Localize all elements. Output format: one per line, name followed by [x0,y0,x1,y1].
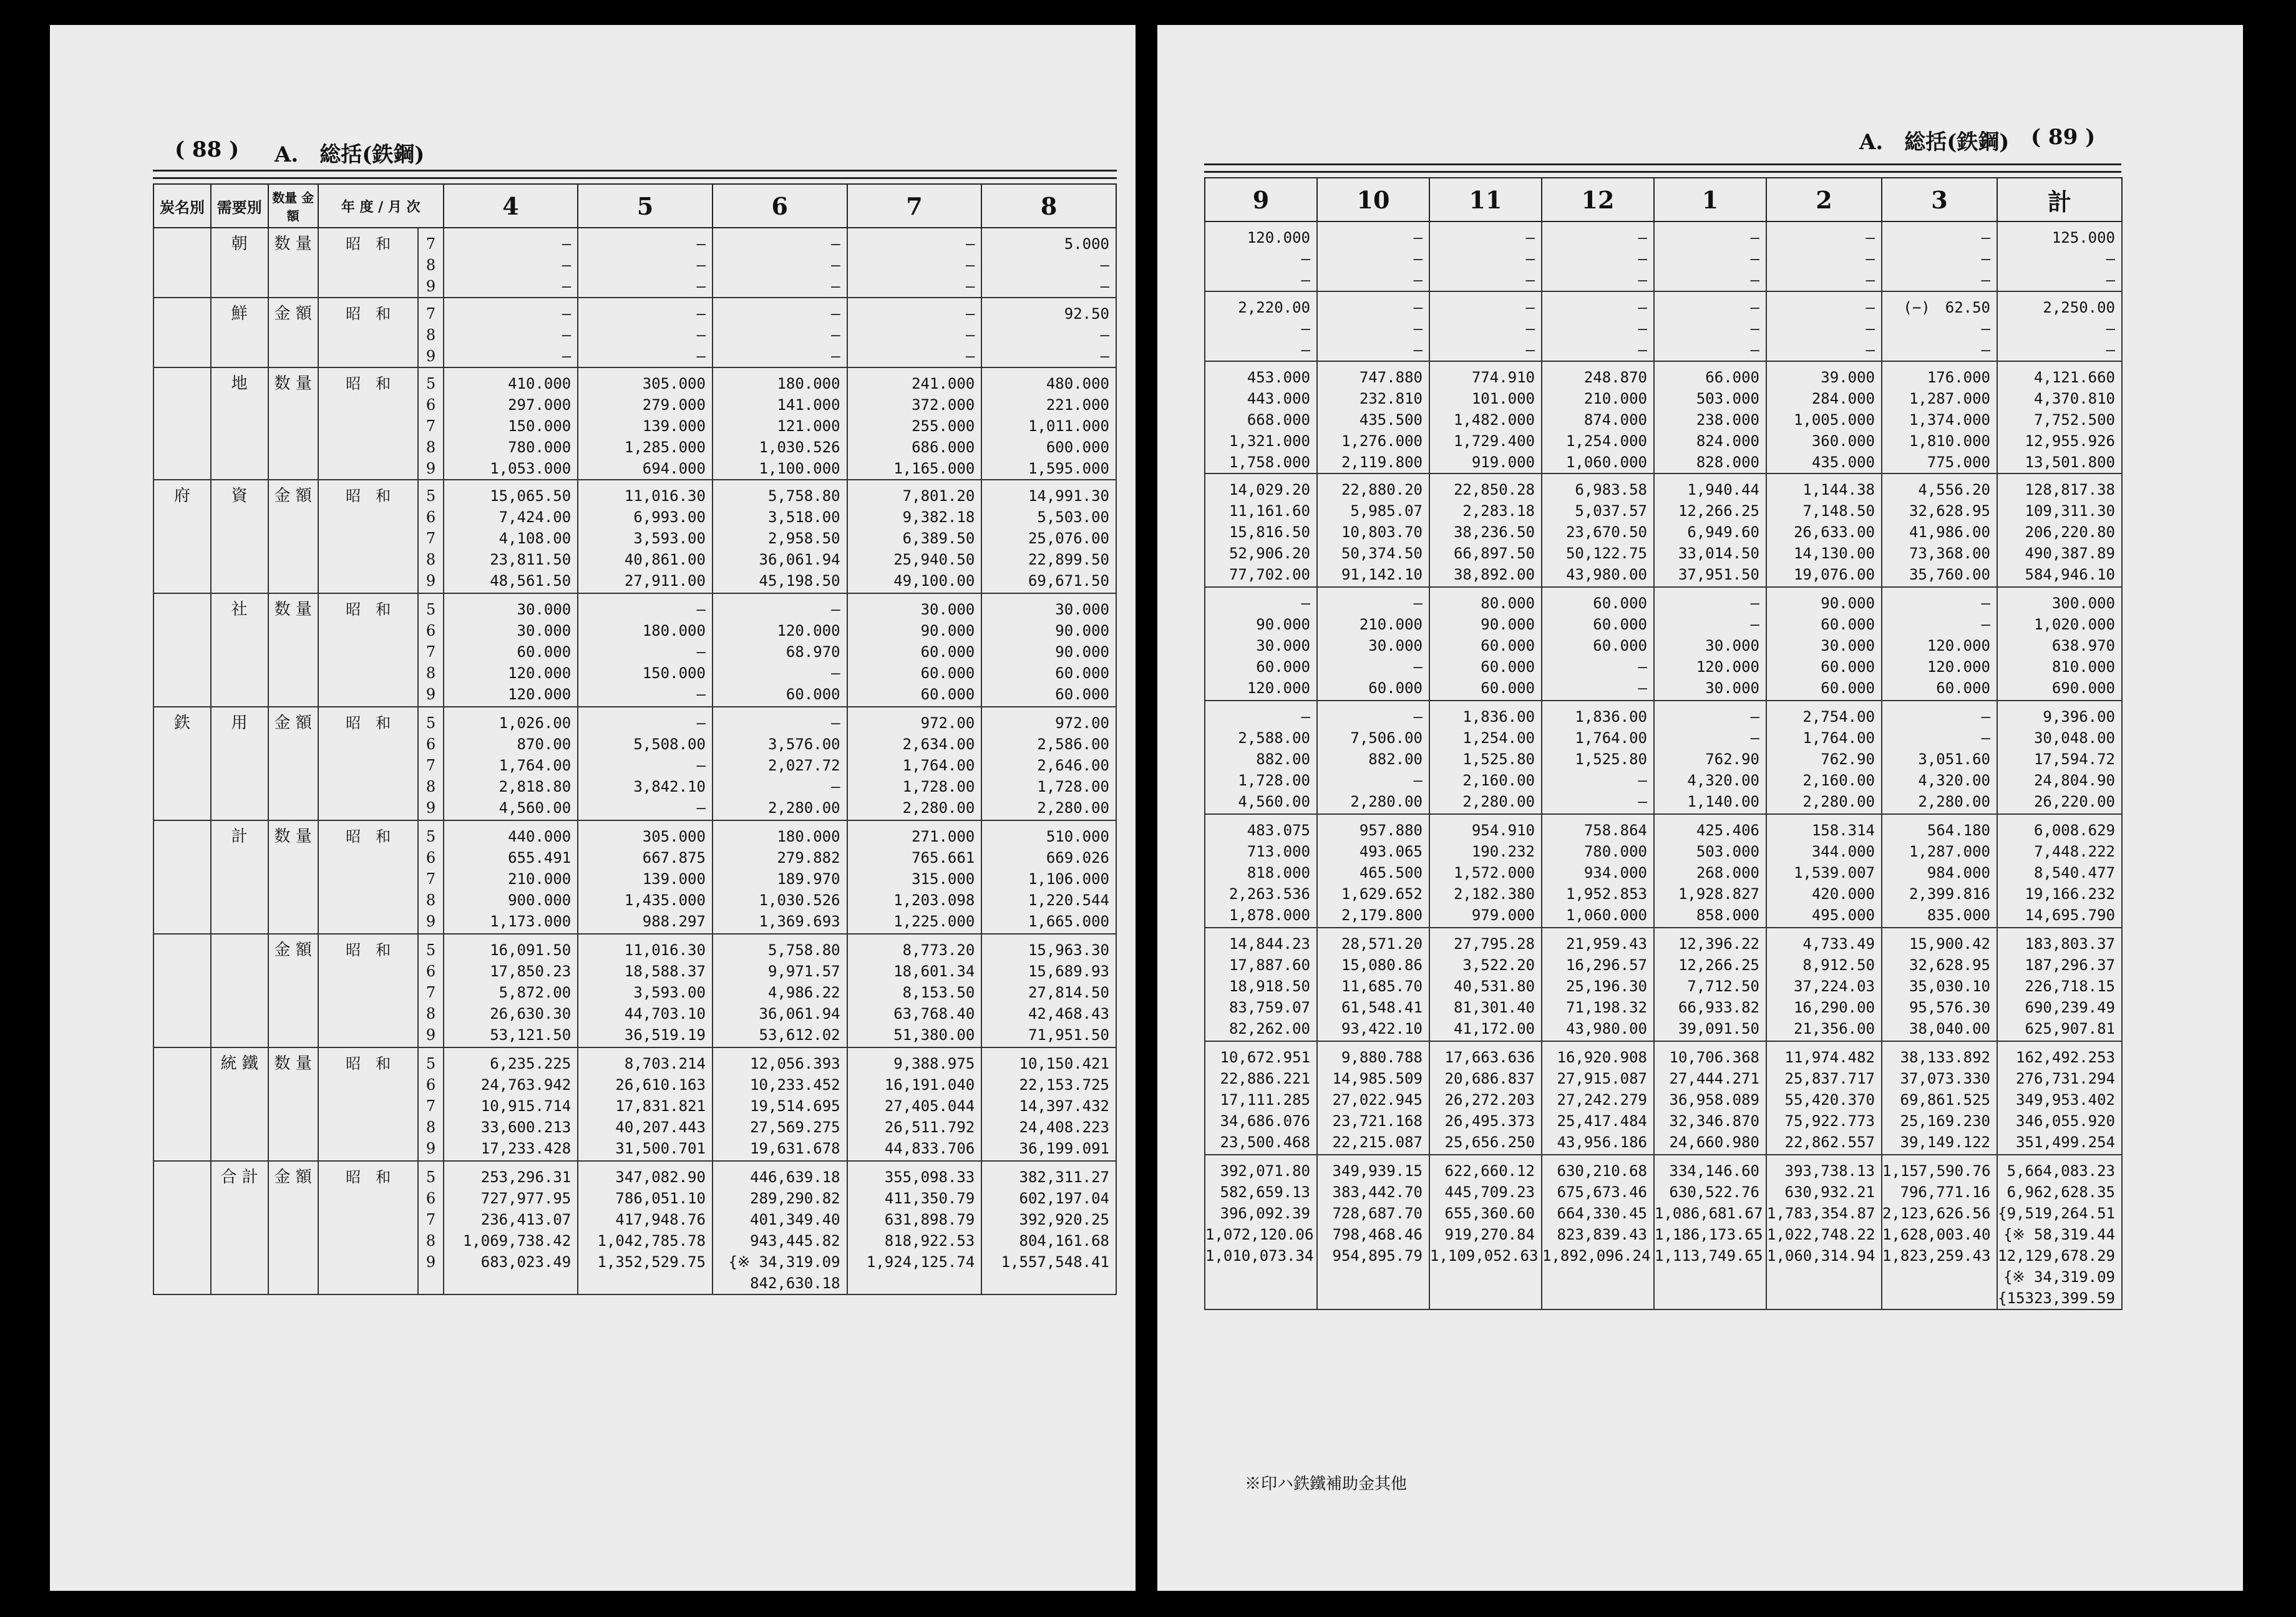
value-cell: 957.880 493.065 465.500 1,629.652 2,179.800 [1317,814,1429,928]
col-header-12: 12 [1542,178,1654,221]
value-cell: — — 120.000 120.000 60.000 [1882,587,1997,701]
demand-type-cell: 朝 [211,228,268,298]
col-header-coal: 炭名別 [153,184,211,228]
demand-type-cell: 計 [211,820,268,934]
value-cell: 1,940.44 12,266.25 6,949.60 33,014.50 37,951.50 [1654,473,1766,587]
value-cell: 14,991.30 5,503.00 25,076.00 22,899.50 69,671.50 [981,480,1116,593]
value-cell: 271.000 765.661 315.000 1,203.098 1,225.000 [847,820,982,934]
value-cell: — 90.000 30.000 60.000 120.000 [1205,587,1317,701]
unit-cell: 数 量 [268,593,318,707]
value-cell: 12,056.393 10,233.452 19,514.695 27,569.275 19,631.678 [713,1047,847,1161]
value-cell: 6,983.58 5,037.57 23,670.50 50,122.75 43,980.00 [1542,473,1654,587]
value-cell: 4,121.660 4,370.810 7,752.500 12,955.926 13,501.800 [1997,361,2122,473]
unit-cell: 数 量 [268,228,318,298]
value-cell: 5,758.80 3,518.00 2,958.50 36,061.94 45,198.50 [713,480,847,593]
value-cell: 4,556.20 32,628.95 41,986.00 73,368.00 35,760.00 [1882,473,1997,587]
value-cell: 453.000 443.000 668.000 1,321.000 1,758.000 [1205,361,1317,473]
value-cell: 2,250.00 — — [1997,291,2122,361]
era-cell: 昭 和 [318,820,419,934]
value-cell: 15,963.30 15,689.93 27,814.50 42,468.43 71,951.50 [981,934,1116,1047]
table-row [1205,1041,2122,1155]
value-cell: — — 3,051.60 4,320.00 2,280.00 [1882,701,1997,814]
table-row [153,480,1116,593]
value-cell: 30.000 30.000 60.000 120.000 120.000 [444,593,578,707]
value-cell: — 2,588.00 882.00 1,728.00 4,560.00 [1205,701,1317,814]
value-cell: 347,082.90 786,051.10 417,948.76 1,042,785.78 1,352,529.75 [578,1161,713,1294]
value-cell: 1,144.38 7,148.50 26,633.00 14,130.00 19,076.00 [1766,473,1882,587]
value-cell: 21,959.43 16,296.57 25,196.30 71,198.32 43,980.00 [1542,928,1654,1041]
table-row [153,820,1116,934]
value-cell: — — — [1429,291,1542,361]
right-page [1157,25,2243,1591]
col-header-demand: 需要別 [211,184,268,228]
unit-cell: 金 額 [268,707,318,820]
value-cell: — — — [1429,221,1542,291]
era-cell: 昭 和 [318,934,419,1047]
value-cell: 1,836.00 1,764.00 1,525.80 — — [1542,701,1654,814]
value-cell: — — — [713,228,847,298]
col-header-2: 2 [1766,178,1882,221]
col-header-year-month: 年 度 / 月 次 [318,184,444,228]
value-cell: 758.864 780.000 934.000 1,952.853 1,060.000 [1542,814,1654,928]
data-table-left [153,183,1117,1295]
value-cell: 90.000 60.000 30.000 60.000 60.000 [1766,587,1882,701]
col-header-4: 4 [444,184,578,228]
col-header-total: 計 [1997,178,2122,221]
unit-cell: 金 額 [268,480,318,593]
value-cell: 80.000 90.000 60.000 60.000 60.000 [1429,587,1542,701]
table-row [153,298,1116,367]
value-cell: 27,795.28 3,522.20 40,531.80 81,301.40 41,172.00 [1429,928,1542,1041]
col-header-1: 1 [1654,178,1766,221]
value-cell: — — — [1882,221,1997,291]
value-cell: 300.000 1,020.000 638.970 810.000 690.000 [1997,587,2122,701]
data-table-right [1204,177,2123,1310]
section-title-left: A. 総括(鉄鋼) [275,142,425,167]
value-cell: — 210.000 30.000 — 60.000 [1317,587,1429,701]
table-row [1205,1155,2122,1309]
value-cell: 393,738.13 630,932.21 1,783,354.87 1,022,748.22 1,060,314.94 [1766,1155,1882,1309]
value-cell: 125.000 — — [1997,221,2122,291]
value-cell: 30.000 90.000 60.000 60.000 60.000 [847,593,982,707]
coal-type-cell [153,367,211,480]
value-cell: 162,492.253 276,731.294 349,953.402 346,055.920 351,499.254 [1997,1041,2122,1155]
era-cell: 昭 和 [318,1047,419,1161]
era-cell: 昭 和 [318,367,419,480]
year-cell: 5 6 7 8 9 [418,934,443,1047]
year-cell: 5 6 7 8 9 [418,480,443,593]
value-cell: 22,880.20 5,985.07 10,803.70 50,374.50 91,142.10 [1317,473,1429,587]
value-cell: 4,733.49 8,912.50 37,224.03 16,290.00 21,356.00 [1766,928,1882,1041]
value-cell: 16,920.908 27,915.087 27,242.279 25,417.484 43,956.186 [1542,1041,1654,1155]
footnote: ※印ハ鉄鐵補助金其他 [1245,1475,1408,1493]
coal-type-cell [153,298,211,367]
header-rule-right [1204,163,2121,165]
value-cell: 440.000 655.491 210.000 900.000 1,173.000 [444,820,578,934]
year-cell: 5 6 7 8 9 [418,1047,443,1161]
value-cell: — — — [578,298,713,367]
value-cell: — — — [847,298,982,367]
value-cell: 5,758.80 9,971.57 4,986.22 36,061.94 53,612.02 [713,934,847,1047]
section-title-right: A. 総括(鉄鋼) [1859,130,2010,155]
value-cell: 630,210.68 675,673.46 664,330.45 823,839.43 1,892,096.24 [1542,1155,1654,1309]
value-cell: 38,133.892 37,073.330 69,861.525 25,169.230 39,149.122 [1882,1041,1997,1155]
era-cell: 昭 和 [318,480,419,593]
unit-cell: 金 額 [268,934,318,1047]
era-cell: 昭 和 [318,1161,419,1294]
era-cell: 昭 和 [318,593,419,707]
page-number-left: ( 88 ) [175,137,240,162]
value-cell: 176.000 1,287.000 1,374.000 1,810.000 775.000 [1882,361,1997,473]
table-row [1205,928,2122,1041]
value-cell: 10,706.368 27,444.271 36,958.089 32,346.870 24,660.980 [1654,1041,1766,1155]
value-cell: 446,639.18 289,290.82 401,349.40 943,445.82 {※ 34,319.09 842,630.18 [713,1161,847,1294]
col-header-6: 6 [713,184,847,228]
header-rule-left-2 [153,177,1117,179]
value-cell: 22,850.28 2,283.18 38,236.50 66,897.50 38,892.00 [1429,473,1542,587]
value-cell: 15,065.50 7,424.00 4,108.00 23,811.50 48,561.50 [444,480,578,593]
coal-type-cell [153,820,211,934]
demand-type-cell [211,934,268,1047]
table-row [153,228,1116,298]
value-cell: 5.000 — — [981,228,1116,298]
table-row [153,367,1116,480]
value-cell: — 180.000 — 150.000 — [578,593,713,707]
value-cell: — — — [1654,291,1766,361]
value-cell: 7,801.20 9,382.18 6,389.50 25,940.50 49,100.00 [847,480,982,593]
value-cell: 9,388.975 16,191.040 27,405.044 26,511.792 44,833.706 [847,1047,982,1161]
demand-type-cell: 用 [211,707,268,820]
value-cell: 92.50 — — [981,298,1116,367]
value-cell: 305.000 667.875 139.000 1,435.000 988.297 [578,820,713,934]
value-cell: — — — [578,228,713,298]
value-cell: 483.075 713.000 818.000 2,263.536 1,878.000 [1205,814,1317,928]
col-header-8: 8 [981,184,1116,228]
value-cell: 954.910 190.232 1,572.000 2,182.380 979.000 [1429,814,1542,928]
demand-type-cell: 合 計 [211,1161,268,1294]
demand-type-cell: 資 [211,480,268,593]
value-cell: — — — [1542,221,1654,291]
era-cell: 昭 和 [318,228,419,298]
table-row [153,593,1116,707]
era-cell: 昭 和 [318,298,419,367]
value-cell: — — — [1317,291,1429,361]
table-row [1205,221,2122,291]
value-cell: 480.000 221.000 1,011.000 600.000 1,595.000 [981,367,1116,480]
value-cell: 11,974.482 25,837.717 55,420.370 75,922.773 22,862.557 [1766,1041,1882,1155]
col-header-10: 10 [1317,178,1429,221]
year-cell: 5 6 7 8 9 [418,820,443,934]
value-cell: 349,939.15 383,442.70 728,687.70 798,468.46 954,895.79 [1317,1155,1429,1309]
value-cell: 180.000 141.000 121.000 1,030.526 1,100.000 [713,367,847,480]
value-cell: 11,016.30 18,588.37 3,593.00 44,703.10 36,519.19 [578,934,713,1047]
value-cell: — 5,508.00 — 3,842.10 — [578,707,713,820]
value-cell: 2,754.00 1,764.00 762.90 2,160.00 2,280.00 [1766,701,1882,814]
year-cell: 7 8 9 [418,228,443,298]
value-cell: — — — [847,228,982,298]
value-cell: 1,026.00 870.00 1,764.00 2,818.80 4,560.00 [444,707,578,820]
value-cell: 9,880.788 14,985.509 27,022.945 23,721.168 22,215.087 [1317,1041,1429,1155]
table-row [1205,361,2122,473]
value-cell: 1,836.00 1,254.00 1,525.80 2,160.00 2,280.00 [1429,701,1542,814]
value-cell: 39.000 284.000 1,005.000 360.000 435.000 [1766,361,1882,473]
table-row [1205,587,2122,701]
coal-type-cell [153,934,211,1047]
value-cell: 972.00 2,586.00 2,646.00 1,728.00 2,280.00 [981,707,1116,820]
value-cell: 510.000 669.026 1,106.000 1,220.544 1,665.000 [981,820,1116,934]
year-cell: 7 8 9 [418,298,443,367]
col-header-9: 9 [1205,178,1317,221]
demand-type-cell: 統 鐵 [211,1047,268,1161]
value-cell: 15,900.42 32,628.95 35,030.10 95,576.30 38,040.00 [1882,928,1997,1041]
value-cell: 972.00 2,634.00 1,764.00 1,728.00 2,280.00 [847,707,982,820]
value-cell: 17,663.636 20,686.837 26,272.203 26,495.373 25,656.250 [1429,1041,1542,1155]
col-header-year: 年 度 [341,198,374,215]
value-cell: 28,571.20 15,080.86 11,685.70 61,548.41 93,422.10 [1317,928,1429,1041]
table-row [153,934,1116,1047]
value-cell: 120.000 — — [1205,221,1317,291]
coal-type-cell [153,228,211,298]
value-cell: 11,016.30 6,993.00 3,593.00 40,861.00 27,911.00 [578,480,713,593]
value-cell: 241.000 372.000 255.000 686.000 1,165.000 [847,367,982,480]
demand-type-cell: 地 [211,367,268,480]
col-header-qty-amt: 数量 金額 [268,184,318,228]
table-row [153,1047,1116,1161]
value-cell: 1,157,590.76 796,771.16 2,123,626.56 1,628,003.40 1,823,259.43 [1882,1155,1997,1309]
value-cell: 14,029.20 11,161.60 15,816.50 52,906.20 77,702.00 [1205,473,1317,587]
year-cell: 5 6 7 8 9 [418,707,443,820]
value-cell: 425.406 503.000 268.000 1,928.827 858.000 [1654,814,1766,928]
demand-type-cell: 鮮 [211,298,268,367]
value-cell: 12,396.22 12,266.25 7,712.50 66,933.82 39,091.50 [1654,928,1766,1041]
col-header-5: 5 [578,184,713,228]
value-cell: 66.000 503.000 238.000 824.000 828.000 [1654,361,1766,473]
value-cell: 180.000 279.882 189.970 1,030.526 1,369.693 [713,820,847,934]
value-cell: 622,660.12 445,709.23 655,360.60 919,270.84 1,109,052.63 [1429,1155,1542,1309]
value-cell: 334,146.60 630,522.76 1,086,681.67 1,186,173.65 1,113,749.65 [1654,1155,1766,1309]
coal-type-cell [153,593,211,707]
value-cell: 6,235.225 24,763.942 10,915.714 33,600.213 17,233.428 [444,1047,578,1161]
year-cell: 5 6 7 8 9 [418,593,443,707]
col-header-3: 3 [1882,178,1997,221]
left-page [50,25,1136,1591]
col-header-7: 7 [847,184,982,228]
unit-cell: 金 額 [268,1161,318,1294]
value-cell: 774.910 101.000 1,482.000 1,729.400 919.000 [1429,361,1542,473]
value-cell: 564.180 1,287.000 984.000 2,399.816 835.000 [1882,814,1997,928]
value-cell: 60.000 60.000 60.000 — — [1542,587,1654,701]
value-cell: — 3,576.00 2,027.72 — 2,280.00 [713,707,847,820]
coal-type-cell: 鉄 [153,707,211,820]
year-cell: 5 6 7 8 9 [418,1161,443,1294]
value-cell: 5,664,083.23 6,962,628.35 {9,519,264.51 {※ 58,319.44 12,129,678.29 {※ 34,319.09 {15323,399.59 [1997,1155,2122,1309]
coal-type-cell: 府 [153,480,211,593]
value-cell: 6,008.629 7,448.222 8,540.477 19,166.232 14,695.790 [1997,814,2122,928]
header-rule-left [153,170,1117,172]
value-cell: 355,098.33 411,350.79 631,898.79 818,922.53 1,924,125.74 [847,1161,982,1294]
page-number-right: ( 89 ) [2031,125,2096,150]
value-cell: (−) 62.50 — — [1882,291,1997,361]
value-cell: — — 30.000 120.000 30.000 [1654,587,1766,701]
value-cell: 9,396.00 30,048.00 17,594.72 24,804.90 26,220.00 [1997,701,2122,814]
value-cell: — — — [1317,221,1429,291]
value-cell: 14,844.23 17,887.60 18,918.50 83,759.07 82,262.00 [1205,928,1317,1041]
year-cell: 5 6 7 8 9 [418,367,443,480]
table-row [153,707,1116,820]
demand-type-cell: 社 [211,593,268,707]
header-row-left [153,184,1116,228]
value-cell: 30.000 90.000 90.000 60.000 60.000 [981,593,1116,707]
value-cell: 10,672.951 22,886.221 17,111.285 34,686.076 23,500.468 [1205,1041,1317,1155]
unit-cell: 数 量 [268,820,318,934]
table-row [1205,291,2122,361]
coal-type-cell [153,1047,211,1161]
value-cell: 183,803.37 187,296.37 226,718.15 690,239.49 625,907.81 [1997,928,2122,1041]
table-row [1205,814,2122,928]
value-cell: 2,220.00 — — [1205,291,1317,361]
value-cell: — — 762.90 4,320.00 1,140.00 [1654,701,1766,814]
unit-cell: 数 量 [268,1047,318,1161]
value-cell: — — — [444,228,578,298]
value-cell: — — — [1766,291,1882,361]
value-cell: — — — [444,298,578,367]
value-cell: 747.880 232.810 435.500 1,276.000 2,119.800 [1317,361,1429,473]
table-row [1205,701,2122,814]
era-cell: 昭 和 [318,707,419,820]
value-cell: 305.000 279.000 139.000 1,285.000 694.000 [578,367,713,480]
value-cell: 8,773.20 18,601.34 8,153.50 63,768.40 51,380.00 [847,934,982,1047]
table-row [1205,473,2122,587]
value-cell: — — — [1654,221,1766,291]
col-header-11: 11 [1429,178,1542,221]
value-cell: — 7,506.00 882.00 — 2,280.00 [1317,701,1429,814]
value-cell: 16,091.50 17,850.23 5,872.00 26,630.30 53,121.50 [444,934,578,1047]
value-cell: 382,311.27 602,197.04 392,920.25 804,161.68 1,557,548.41 [981,1161,1116,1294]
value-cell: — — — [1766,221,1882,291]
value-cell: 158.314 344.000 1,539.007 420.000 495.000 [1766,814,1882,928]
header-rule-right-2 [1204,171,2121,173]
col-header-month: 月 次 [387,198,421,215]
value-cell: 392,071.80 582,659.13 396,092.39 1,072,120.06 1,010,073.34 [1205,1155,1317,1309]
unit-cell: 数 量 [268,367,318,480]
value-cell: 253,296.31 727,977.95 236,413.07 1,069,738.42 683,023.49 [444,1161,578,1294]
value-cell: 10,150.421 22,153.725 14,397.432 24,408.223 36,199.091 [981,1047,1116,1161]
value-cell: 8,703.214 26,610.163 17,831.821 40,207.443 31,500.701 [578,1047,713,1161]
table-row [153,1161,1116,1294]
coal-type-cell [153,1161,211,1294]
unit-cell: 金 額 [268,298,318,367]
value-cell: 410.000 297.000 150.000 780.000 1,053.000 [444,367,578,480]
value-cell: — — — [1542,291,1654,361]
header-row-right [1205,178,2122,221]
value-cell: 128,817.38 109,311.30 206,220.80 490,387.89 584,946.10 [1997,473,2122,587]
value-cell: 248.870 210.000 874.000 1,254.000 1,060.000 [1542,361,1654,473]
value-cell: — — — [713,298,847,367]
value-cell: — 120.000 68.970 — 60.000 [713,593,847,707]
